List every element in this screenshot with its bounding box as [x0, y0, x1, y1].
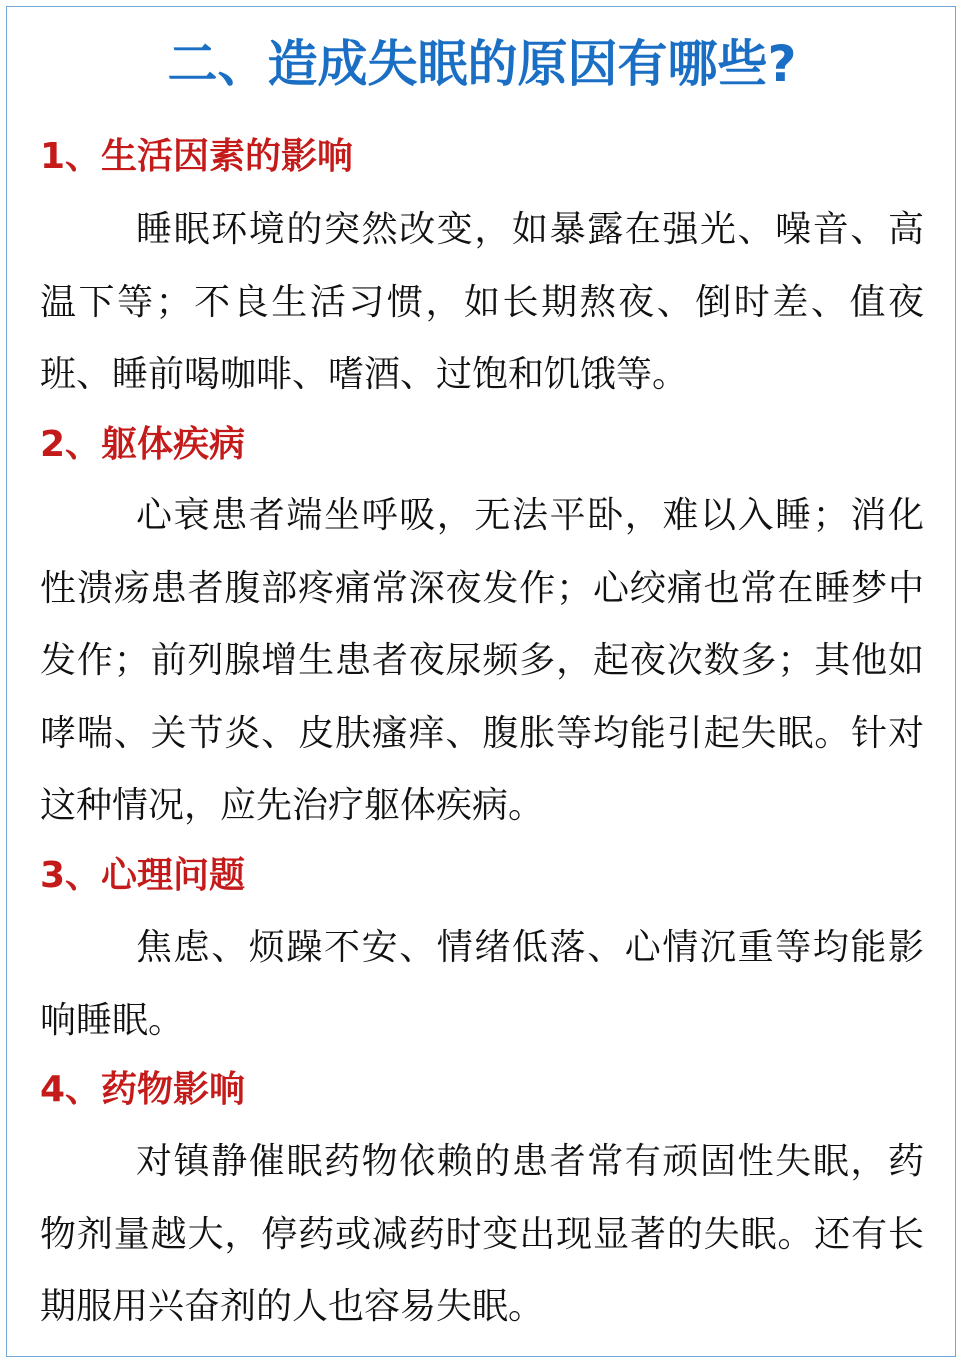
- section-2-body: 心衰患者端坐呼吸，无法平卧，难以入睡；消化性溃疡患者腹部疼痛常深夜发作；心绞痛也常在睡梦中发作；前列腺增生患者夜尿频多，起夜次数多；其他如哮喘、关节炎、皮肤瘙痒、腹胀等均能引起失眠。针对这种情况，应先治疗躯体疾病。: [40, 495, 924, 826]
- section-1-body: 睡眠环境的突然改变，如暴露在强光、噪音、高温下等；不良生活习惯，如长期熬夜、倒时差、值夜班、睡前喝咖啡、嗜酒、过饱和饥饿等。: [40, 209, 924, 395]
- section-1-heading: 1、生活因素的影响: [40, 136, 354, 177]
- section-3-heading: 3、心理问题: [40, 855, 246, 896]
- section-4-body: 对镇静催眠药物依赖的患者常有顽固性失眠，药物剂量越大，停药或减药时变出现显著的失眠。还有长期服用兴奋剂的人也容易失眠。: [40, 1141, 924, 1327]
- section-2-heading: 2、躯体疾病: [40, 424, 246, 465]
- section-3-body: 焦虑、烦躁不安、情绪低落、心情沉重等均能影响睡眠。: [40, 927, 924, 1041]
- section-4-heading: 4、药物影响: [40, 1069, 246, 1110]
- page-title: 二、造成失眠的原因有哪些?: [167, 35, 797, 93]
